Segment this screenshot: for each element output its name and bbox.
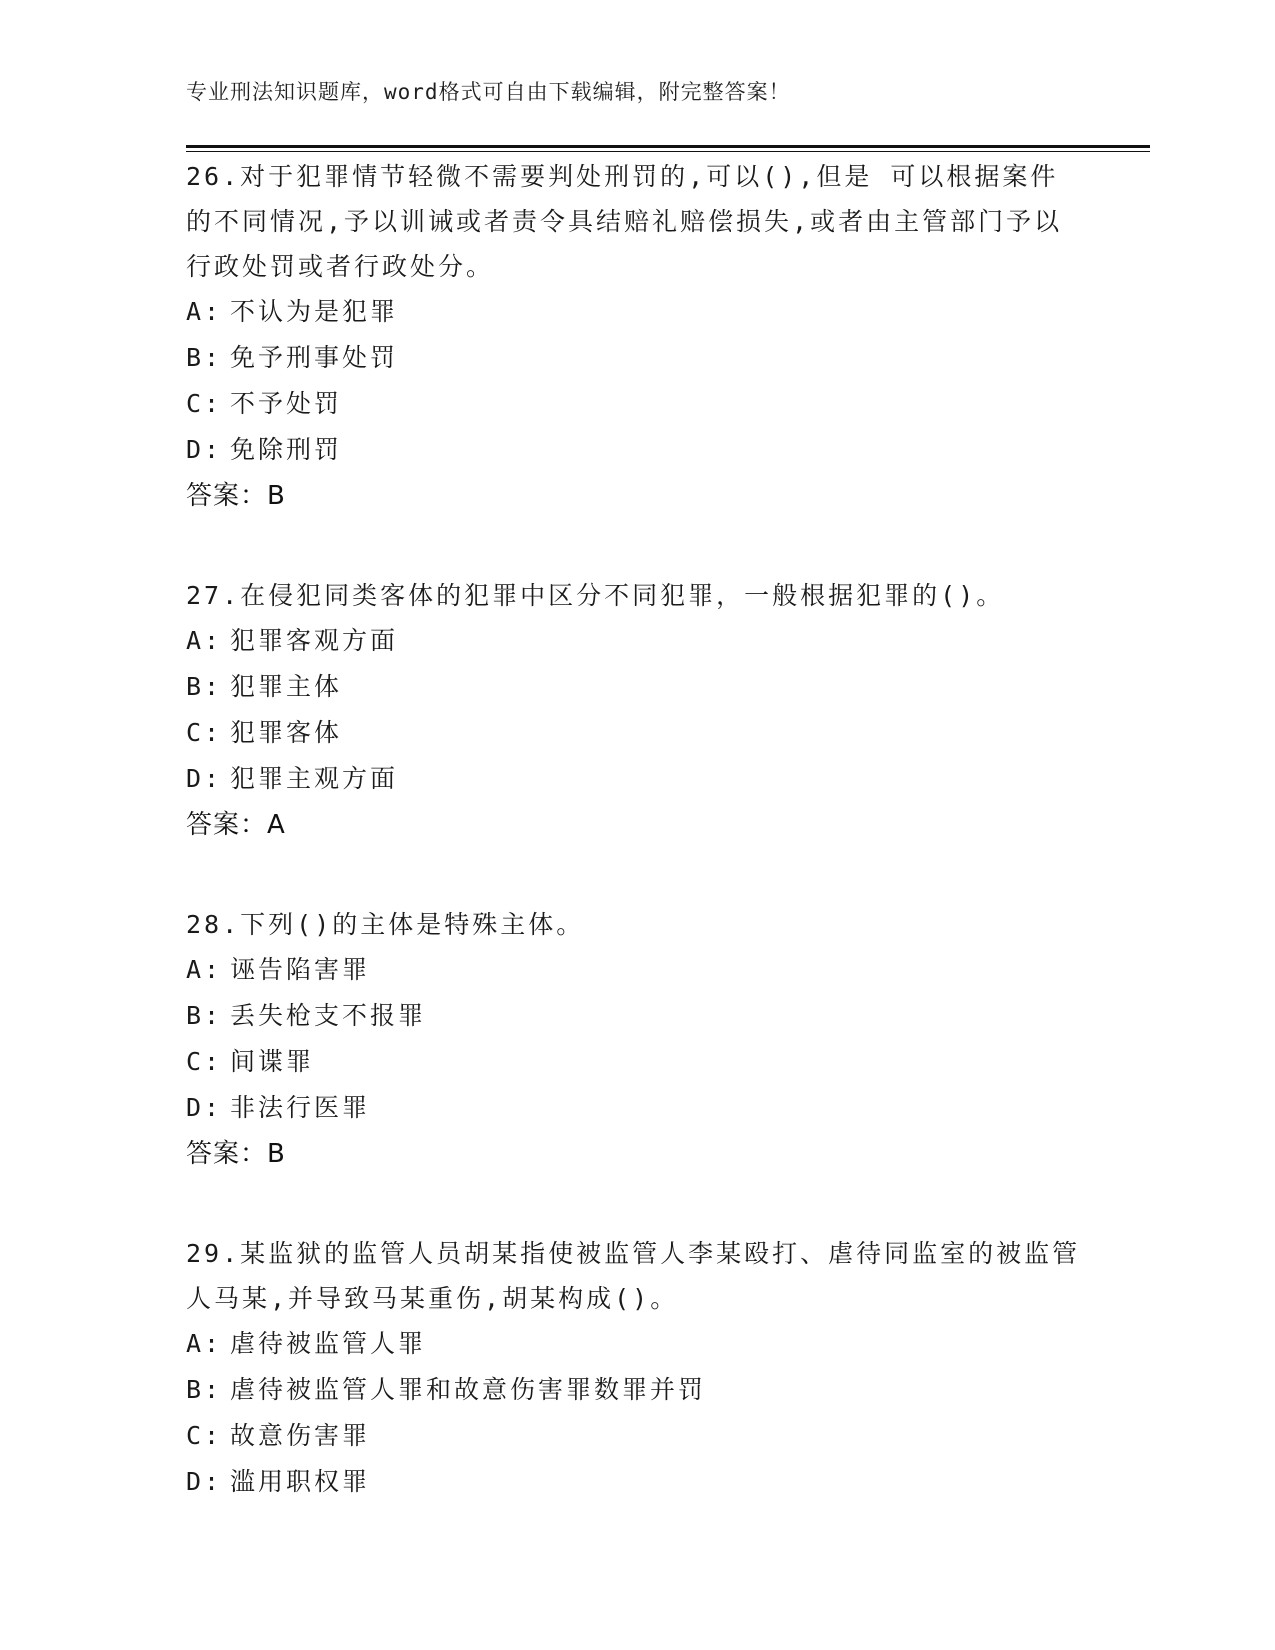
option-text: 故意伤害罪 bbox=[230, 1421, 371, 1450]
option-list bbox=[186, 1321, 1086, 1505]
option-a bbox=[186, 947, 1086, 993]
header-rule-thin bbox=[186, 151, 1150, 152]
question-27 bbox=[186, 573, 1086, 848]
question-stem: 26.对于犯罪情节轻微不需要判处刑罚的,可以(),但是 可以根据案件的不同情况,予以训诫或者责令具结赔礼赔偿损失,或者由主管部门予以行政处罚或者行政处分。 bbox=[186, 162, 1063, 281]
option-a bbox=[186, 289, 1086, 335]
option-text: 免予刑事处罚 bbox=[230, 343, 399, 372]
option-c bbox=[186, 1413, 1086, 1459]
option-letter: A: bbox=[186, 626, 223, 655]
question-list bbox=[186, 154, 1086, 1559]
option-text: 诬告陷害罪 bbox=[230, 955, 371, 984]
question-stem: 27.在侵犯同类客体的犯罪中区分不同犯罪，一般根据犯罪的()。 bbox=[186, 581, 1005, 610]
header-rule-thick bbox=[186, 145, 1150, 148]
option-b bbox=[186, 1367, 1086, 1413]
question-26 bbox=[186, 154, 1086, 519]
question-stem: 29.某监狱的监管人员胡某指使被监管人李某殴打、虐待同监室的被监管人马某,并导致马某重伤,胡某构成()。 bbox=[186, 1239, 1081, 1313]
option-b bbox=[186, 335, 1086, 381]
option-letter: A: bbox=[186, 297, 223, 326]
option-letter: C: bbox=[186, 1421, 223, 1450]
option-text: 犯罪客观方面 bbox=[230, 626, 399, 655]
option-letter: C: bbox=[186, 1047, 223, 1076]
option-b bbox=[186, 664, 1086, 710]
option-letter: A: bbox=[186, 1329, 223, 1358]
option-a bbox=[186, 618, 1086, 664]
option-text: 犯罪主观方面 bbox=[230, 764, 399, 793]
question-stem: 28.下列()的主体是特殊主体。 bbox=[186, 910, 585, 939]
option-d bbox=[186, 427, 1086, 473]
option-text: 虐待被监管人罪和故意伤害罪数罪并罚 bbox=[230, 1375, 707, 1404]
answer-line: 答案：A bbox=[186, 810, 286, 840]
option-c bbox=[186, 710, 1086, 756]
option-text: 犯罪主体 bbox=[230, 672, 343, 701]
option-text: 不认为是犯罪 bbox=[230, 297, 399, 326]
option-text: 非法行医罪 bbox=[230, 1093, 371, 1122]
option-letter: B: bbox=[186, 1375, 223, 1404]
answer-line: 答案：B bbox=[186, 1139, 286, 1169]
option-c bbox=[186, 1039, 1086, 1085]
answer-line: 答案：B bbox=[186, 481, 286, 511]
option-text: 间谍罪 bbox=[230, 1047, 315, 1076]
option-letter: B: bbox=[186, 343, 223, 372]
option-letter: D: bbox=[186, 764, 223, 793]
option-letter: D: bbox=[186, 1093, 223, 1122]
option-d bbox=[186, 1085, 1086, 1131]
option-text: 犯罪客体 bbox=[230, 718, 343, 747]
option-list bbox=[186, 289, 1086, 473]
question-29 bbox=[186, 1231, 1086, 1505]
option-text: 丢失枪支不报罪 bbox=[230, 1001, 427, 1030]
option-c bbox=[186, 381, 1086, 427]
option-list bbox=[186, 618, 1086, 802]
option-d bbox=[186, 1459, 1086, 1505]
option-letter: C: bbox=[186, 718, 223, 747]
option-letter: D: bbox=[186, 1467, 223, 1496]
option-letter: D: bbox=[186, 435, 223, 464]
question-28 bbox=[186, 902, 1086, 1177]
option-d bbox=[186, 756, 1086, 802]
option-list bbox=[186, 947, 1086, 1131]
option-letter: B: bbox=[186, 672, 223, 701]
option-b bbox=[186, 993, 1086, 1039]
option-text: 不予处罚 bbox=[230, 389, 343, 418]
option-a bbox=[186, 1321, 1086, 1367]
option-text: 免除刑罚 bbox=[230, 435, 343, 464]
option-letter: C: bbox=[186, 389, 223, 418]
option-letter: A: bbox=[186, 955, 223, 984]
page-header: 专业刑法知识题库，word格式可自由下载编辑，附完整答案！ bbox=[186, 80, 791, 104]
option-letter: B: bbox=[186, 1001, 223, 1030]
option-text: 虐待被监管人罪 bbox=[230, 1329, 427, 1358]
option-text: 滥用职权罪 bbox=[230, 1467, 371, 1496]
